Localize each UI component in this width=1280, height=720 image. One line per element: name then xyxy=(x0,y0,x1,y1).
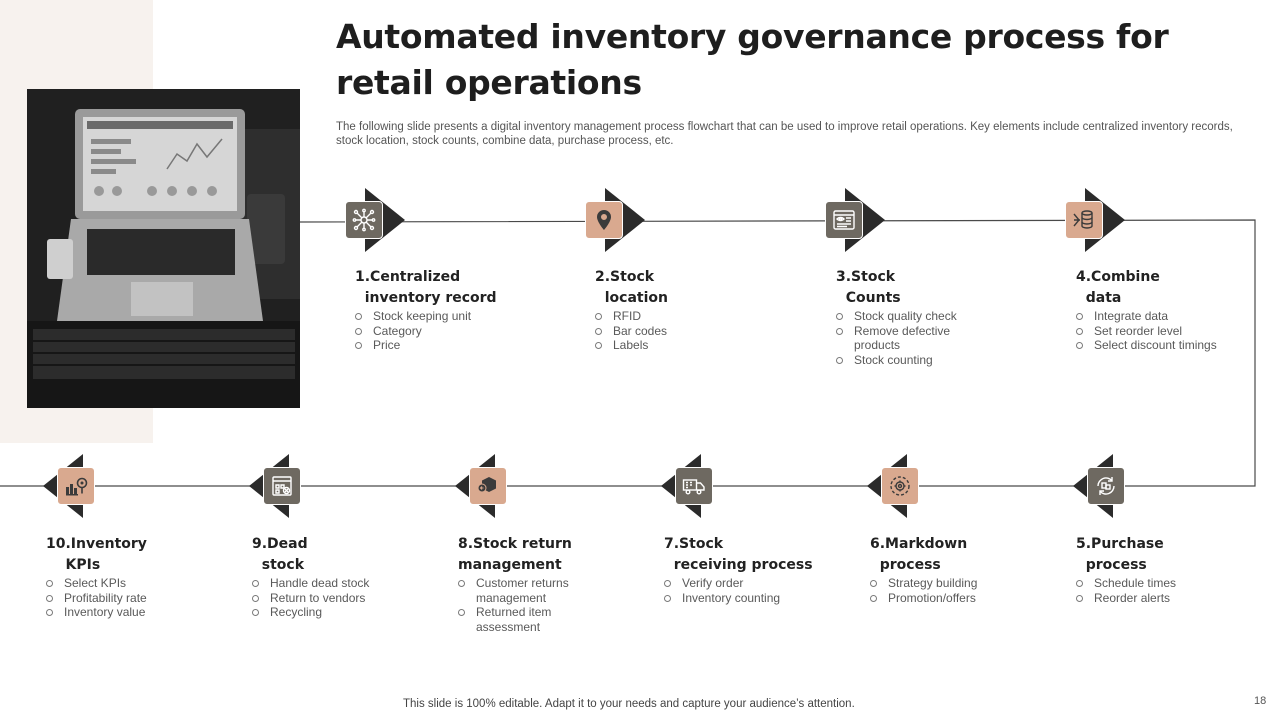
list-item: Stock keeping unit xyxy=(355,309,545,324)
step-title: 7.Stock receiving process xyxy=(664,536,813,573)
list-item: Stock counting xyxy=(836,353,986,368)
list-item: Bar codes xyxy=(595,324,785,339)
step-items xyxy=(1076,309,1266,353)
list-item: Stock quality check xyxy=(836,309,986,324)
page-number: 18 xyxy=(1254,695,1267,707)
step-4-marker xyxy=(1065,188,1133,252)
step-7 xyxy=(664,534,854,605)
list-item: Set reorder level xyxy=(1076,324,1266,339)
cancel-stock-icon xyxy=(270,474,294,498)
step-5-marker xyxy=(1065,454,1133,518)
step-items xyxy=(1076,576,1266,605)
list-item: Remove defective products xyxy=(836,324,986,353)
step-1-marker xyxy=(345,188,413,252)
step-7-marker xyxy=(653,454,721,518)
step-1 xyxy=(355,267,545,353)
step-4 xyxy=(1076,267,1266,353)
list-item: Customer returns management xyxy=(458,576,588,605)
list-item: Returned item assessment xyxy=(458,605,588,634)
database-merge-icon xyxy=(1072,208,1096,232)
step-title: 10.Inventory KPIs xyxy=(46,536,147,573)
list-item: Reorder alerts xyxy=(1076,591,1266,606)
step-title: 1.Centralized inventory record xyxy=(355,269,497,306)
list-item: Price xyxy=(355,338,545,353)
list-item: Inventory counting xyxy=(664,591,854,606)
cart-cycle-icon xyxy=(1094,474,1118,498)
network-hub-icon xyxy=(352,208,376,232)
gear-cycle-icon xyxy=(888,474,912,498)
step-10 xyxy=(46,534,236,620)
delivery-truck-icon xyxy=(682,474,706,498)
step-title: 9.Dead stock xyxy=(252,536,308,573)
list-item: Handle dead stock xyxy=(252,576,442,591)
step-items xyxy=(355,309,545,353)
step-title: 4.Combine data xyxy=(1076,269,1160,306)
location-pin-icon xyxy=(592,208,616,232)
list-item: Strategy building xyxy=(870,576,1060,591)
step-3-marker xyxy=(825,188,893,252)
step-2 xyxy=(595,267,785,353)
step-5 xyxy=(1076,534,1266,605)
list-item: Schedule times xyxy=(1076,576,1266,591)
step-3 xyxy=(836,267,986,367)
step-title: 2.Stock location xyxy=(595,269,668,306)
browser-eye-icon xyxy=(832,208,856,232)
step-10-marker xyxy=(35,454,103,518)
step-9-marker xyxy=(241,454,309,518)
footer-note: This slide is 100% editable. Adapt it to your needs and capture your audience’s attention. xyxy=(403,698,855,710)
step-items xyxy=(595,309,785,353)
list-item: Select discount timings xyxy=(1076,338,1266,353)
step-title: 5.Purchase process xyxy=(1076,536,1164,573)
slide-subtitle: The following slide presents a digital inventory management process flowchart that can be used to improve retail operations. Key elements include centralized inventory records, stock location, stock counts, combine data, purchase process, etc. xyxy=(336,121,1233,147)
list-item: Promotion/offers xyxy=(870,591,1060,606)
step-2-marker xyxy=(585,188,653,252)
kpi-chart-icon xyxy=(64,474,88,498)
step-6 xyxy=(870,534,1060,605)
list-item: Labels xyxy=(595,338,785,353)
step-items xyxy=(870,576,1060,605)
list-item: Verify order xyxy=(664,576,854,591)
list-item: Return to vendors xyxy=(252,591,442,606)
step-items xyxy=(836,309,986,367)
step-title: 6.Markdown process xyxy=(870,536,968,573)
list-item: RFID xyxy=(595,309,785,324)
step-8-marker xyxy=(447,454,515,518)
list-item: Inventory value xyxy=(46,605,236,620)
list-item: Integrate data xyxy=(1076,309,1266,324)
step-6-marker xyxy=(859,454,927,518)
step-items xyxy=(252,576,442,620)
box-return-icon xyxy=(476,474,500,498)
list-item: Category xyxy=(355,324,545,339)
step-items xyxy=(46,576,236,620)
step-title: 8.Stock return management xyxy=(458,536,572,573)
step-8 xyxy=(458,534,588,634)
step-title: 3.Stock Counts xyxy=(836,269,901,306)
step-items xyxy=(458,576,588,634)
list-item: Profitability rate xyxy=(46,591,236,606)
list-item: Select KPIs xyxy=(46,576,236,591)
step-items xyxy=(664,576,854,605)
step-9 xyxy=(252,534,442,620)
list-item: Recycling xyxy=(252,605,442,620)
slide-title: Automated inventory governance process for retail operations xyxy=(336,17,1169,102)
